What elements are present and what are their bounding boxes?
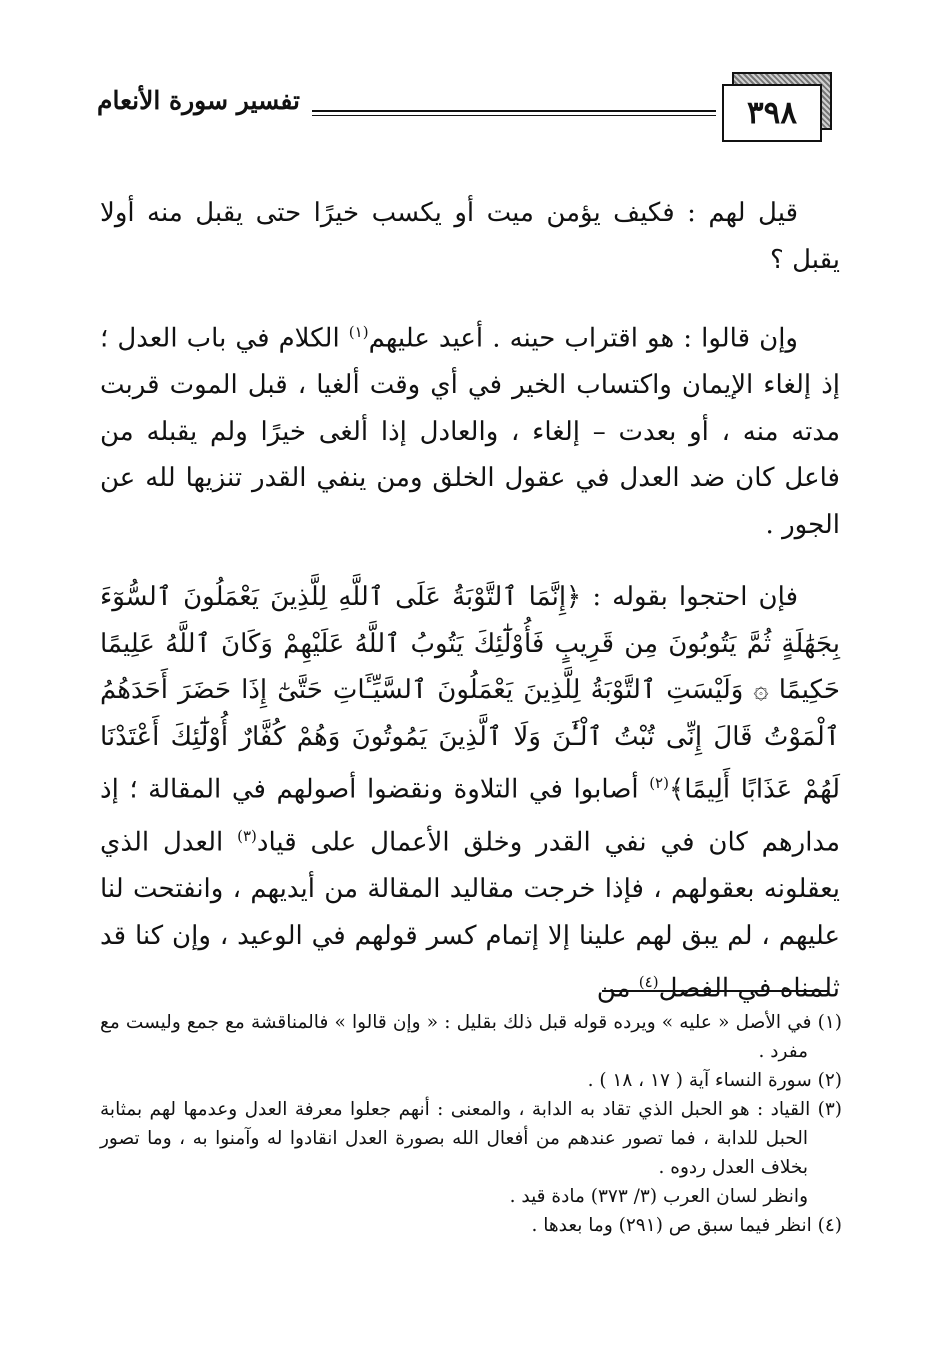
footnote-3: (٣) القياد : هو الحبل الذي تقاد به الدابة ، والمعنى : أنهم جعلوا معرفة العدل وعدمها لهم بمثابة الحبل للدابة ، فما تصور عندهم من أفعال الله بصورة العدل انقادوا له وآمنوا به ، وما تصور بخلاف العدل ردوه . — [100, 1099, 842, 1178]
footnote-ref-3: (٣) — [237, 827, 257, 846]
page-header — [0, 0, 950, 160]
footnote-ref-2: (٢) — [649, 774, 669, 793]
paragraph-3-text-c: العدل الذي يعقلونه بعقولهم ، فإذا خرجت مقاليد المقالة من أيديهم ، وانفتحت لنا عليهم ، لم يبق لهم علينا إلا إتمام كسر قولهم في الوعيد ، وإن كنا قد ثلمناه في الفصل — [100, 827, 840, 1005]
footnote-1: (١) في الأصل « عليه » ويرده قوله قبل ذلك بقليل : « وإن قالوا » فالمناقشة مع جمع وليست مع مفرد . — [100, 1012, 842, 1062]
page-number: ٣٩٨ — [722, 84, 822, 142]
paragraph-3 — [100, 574, 840, 1012]
paragraph-2 — [100, 309, 840, 548]
paragraph-3-text-b: أصابوا في التلاوة ونقضوا أصولهم في المقالة ؛ إذ مدارهم كان في نفي القدر وخلق الأعمال على قياد — [100, 774, 840, 858]
quran-verse: ﴿إِنَّمَا ٱلتَّوْبَةُ عَلَى ٱللَّهِ لِلَّذِينَ يَعْمَلُونَ ٱلسُّوٓءَ بِجَهَٰلَةٍ ثُمَّ يَتُوبُونَ مِن قَرِيبٍ فَأُوْلَٰٓئِكَ يَتُوبُ ٱللَّهُ عَلَيْهِمْ وَكَانَ ٱللَّهُ عَلِيمًا حَكِيمًا ۞ وَلَيْسَتِ ٱلتَّوْبَةُ لِلَّذِينَ يَعْمَلُونَ ٱلسَّيِّـَٔاتِ حَتَّىٰٓ إِذَا حَضَرَ أَحَدَهُمُ ٱلْمَوْتُ قَالَ إِنِّى تُبْتُ ٱلْـَٰٔنَ وَلَا ٱلَّذِينَ يَمُوتُونَ وَهُمْ كُفَّارٌ أُوْلَٰٓئِكَ أَعْتَدْنَا لَهُمْ عَذَابًا أَلِيمًا﴾ — [100, 582, 840, 805]
footnote-2: (٢) سورة النساء آية ( ١٧ ، ١٨ ) . — [587, 1070, 842, 1091]
paragraph-1: قيل لهم : فكيف يؤمن ميت أو يكسب خيرًا حتى يقبل منه أولا يقبل ؟ — [100, 198, 840, 275]
paragraph-2-text-b: الكلام في باب العدل ؛ إذ إلغاء الإيمان واكتساب الخير في أي وقت ألغيا ، قبل الموت قربت مدته منه ، أو بعدت – إلغاء ، والعادل إذا ألغى خيرًا ولم يقبله من فاعل كان ضد العدل في عقول الخلق ومن ينفي القدر تنزيها لله عن الجور . — [100, 323, 840, 540]
paragraph-3-text-a: فإن احتجوا بقوله : — [581, 582, 798, 613]
header-rule — [312, 110, 716, 112]
main-text — [100, 190, 840, 1013]
header-rule-thin — [312, 115, 716, 116]
footnotes — [100, 1008, 842, 1240]
footnote-separator — [602, 990, 828, 992]
running-title: تفسير سورة الأنعام — [96, 86, 300, 115]
footnote-ref-4: (٤) — [638, 973, 659, 992]
footnote-ref-1: (١) — [348, 323, 369, 341]
paragraph-2-text-a: وإن قالوا : هو اقتراب حينه . أعيد عليهم — [368, 323, 798, 354]
footnote-4: (٤) انظر فيما سبق ص (٢٩١) وما بعدها . — [531, 1215, 842, 1236]
paragraph-3-text-d: من — [596, 974, 639, 1005]
footnote-3-continuation: وانظر لسان العرب (٣/ ٣٧٣) مادة قيد . — [509, 1186, 808, 1207]
